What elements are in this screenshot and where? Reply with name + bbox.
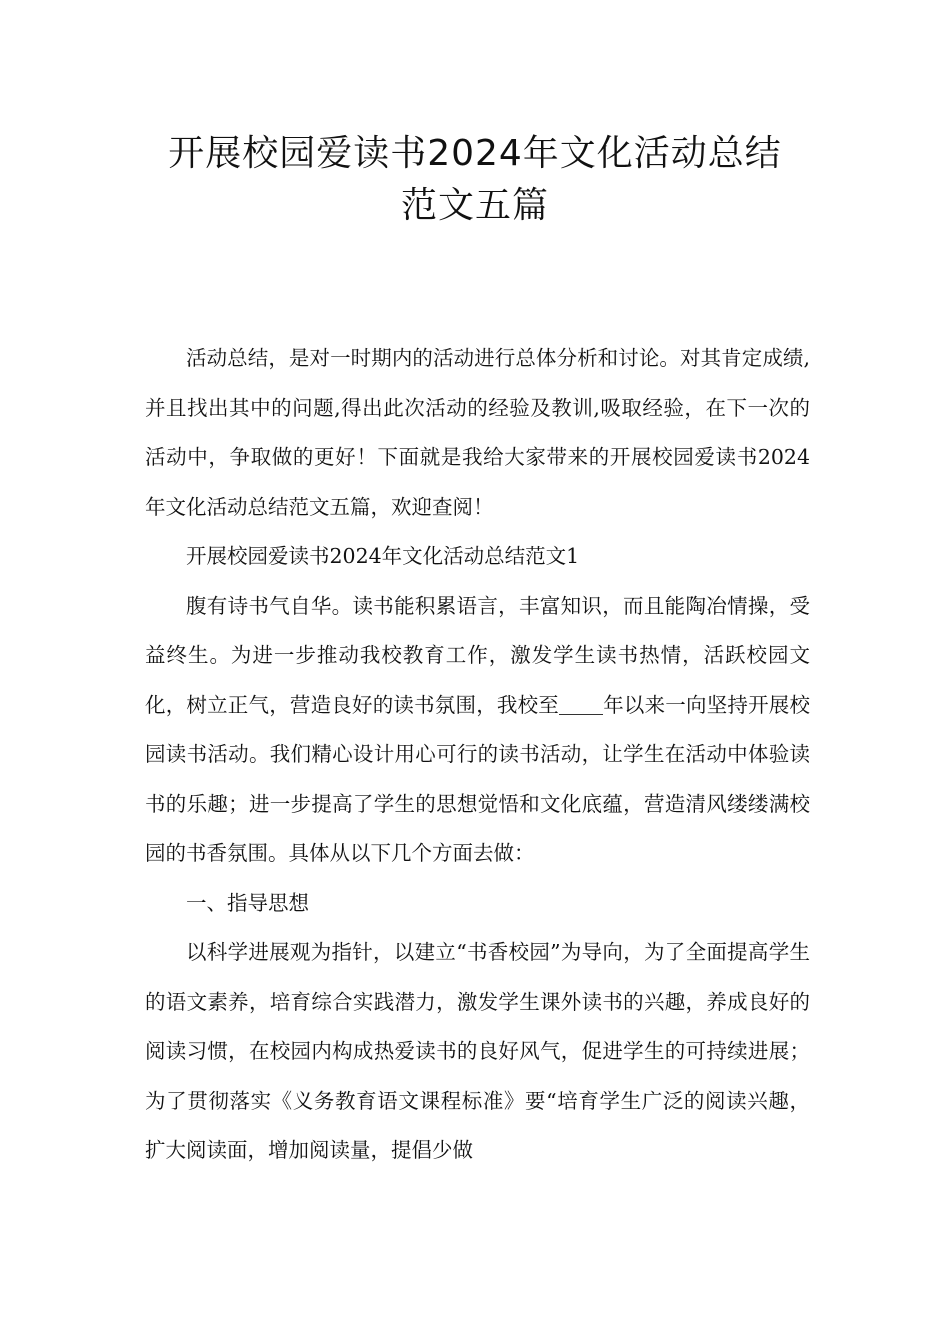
document-title	[100, 128, 850, 232]
paragraph-1-part-b: 年以来一向坚持开展校园读书活动。我们精心设计用心可行的读书活动，让学生在活动中体验读书的乐趣；进一步提高了学生的思想觉悟和文化底蕴，营造清风缕缕满校园的书香氛围。具体从以下几个方面去做：	[145, 692, 810, 865]
paragraph-1-part-a: 腹有诗书气自华。读书能积累语言，丰富知识，而且能陶冶情操，受益终生。为进一步推动我校教育工作，激发学生读书热情，活跃校园文化，树立正气，营造良好的读书氛围，我校至	[145, 593, 810, 717]
heading-guiding-thought: 一、指导思想	[186, 890, 309, 915]
fill-in-blank	[559, 693, 603, 715]
document-body	[145, 334, 810, 1176]
paragraph-2: 以科学进展观为指针，以建立“书香校园”为导向，为了全面提高学生的语文素养，培育综合实践潜力，激发学生课外读书的兴趣，养成良好的阅读习惯，在校园内构成热爱读书的良好风气，促进学生的可持续进展；为了贯彻落实《义务教育语文课程标准》要“培育学生广泛的阅读兴趣，扩大阅读面，增加阅读量，提倡少做	[145, 940, 810, 1162]
paragraph-1	[145, 582, 810, 879]
title-line-2: 范文五篇	[400, 185, 549, 226]
section-title: 开展校园爱读书2024年文化活动总结范文1	[186, 544, 580, 568]
intro-paragraph: 活动总结，是对一时期内的活动进行总体分析和讨论。对其肯定成绩,并且找出其中的问题,得出此次活动的经验及教训,吸取经验，在下一次的活动中，争取做的更好！下面就是我给大家带来的开展校园爱读书2024年文化活动总结范文五篇，欢迎查阅！	[145, 346, 810, 519]
title-line-1: 开展校园爱读书2024年文化活动总结	[168, 133, 782, 174]
